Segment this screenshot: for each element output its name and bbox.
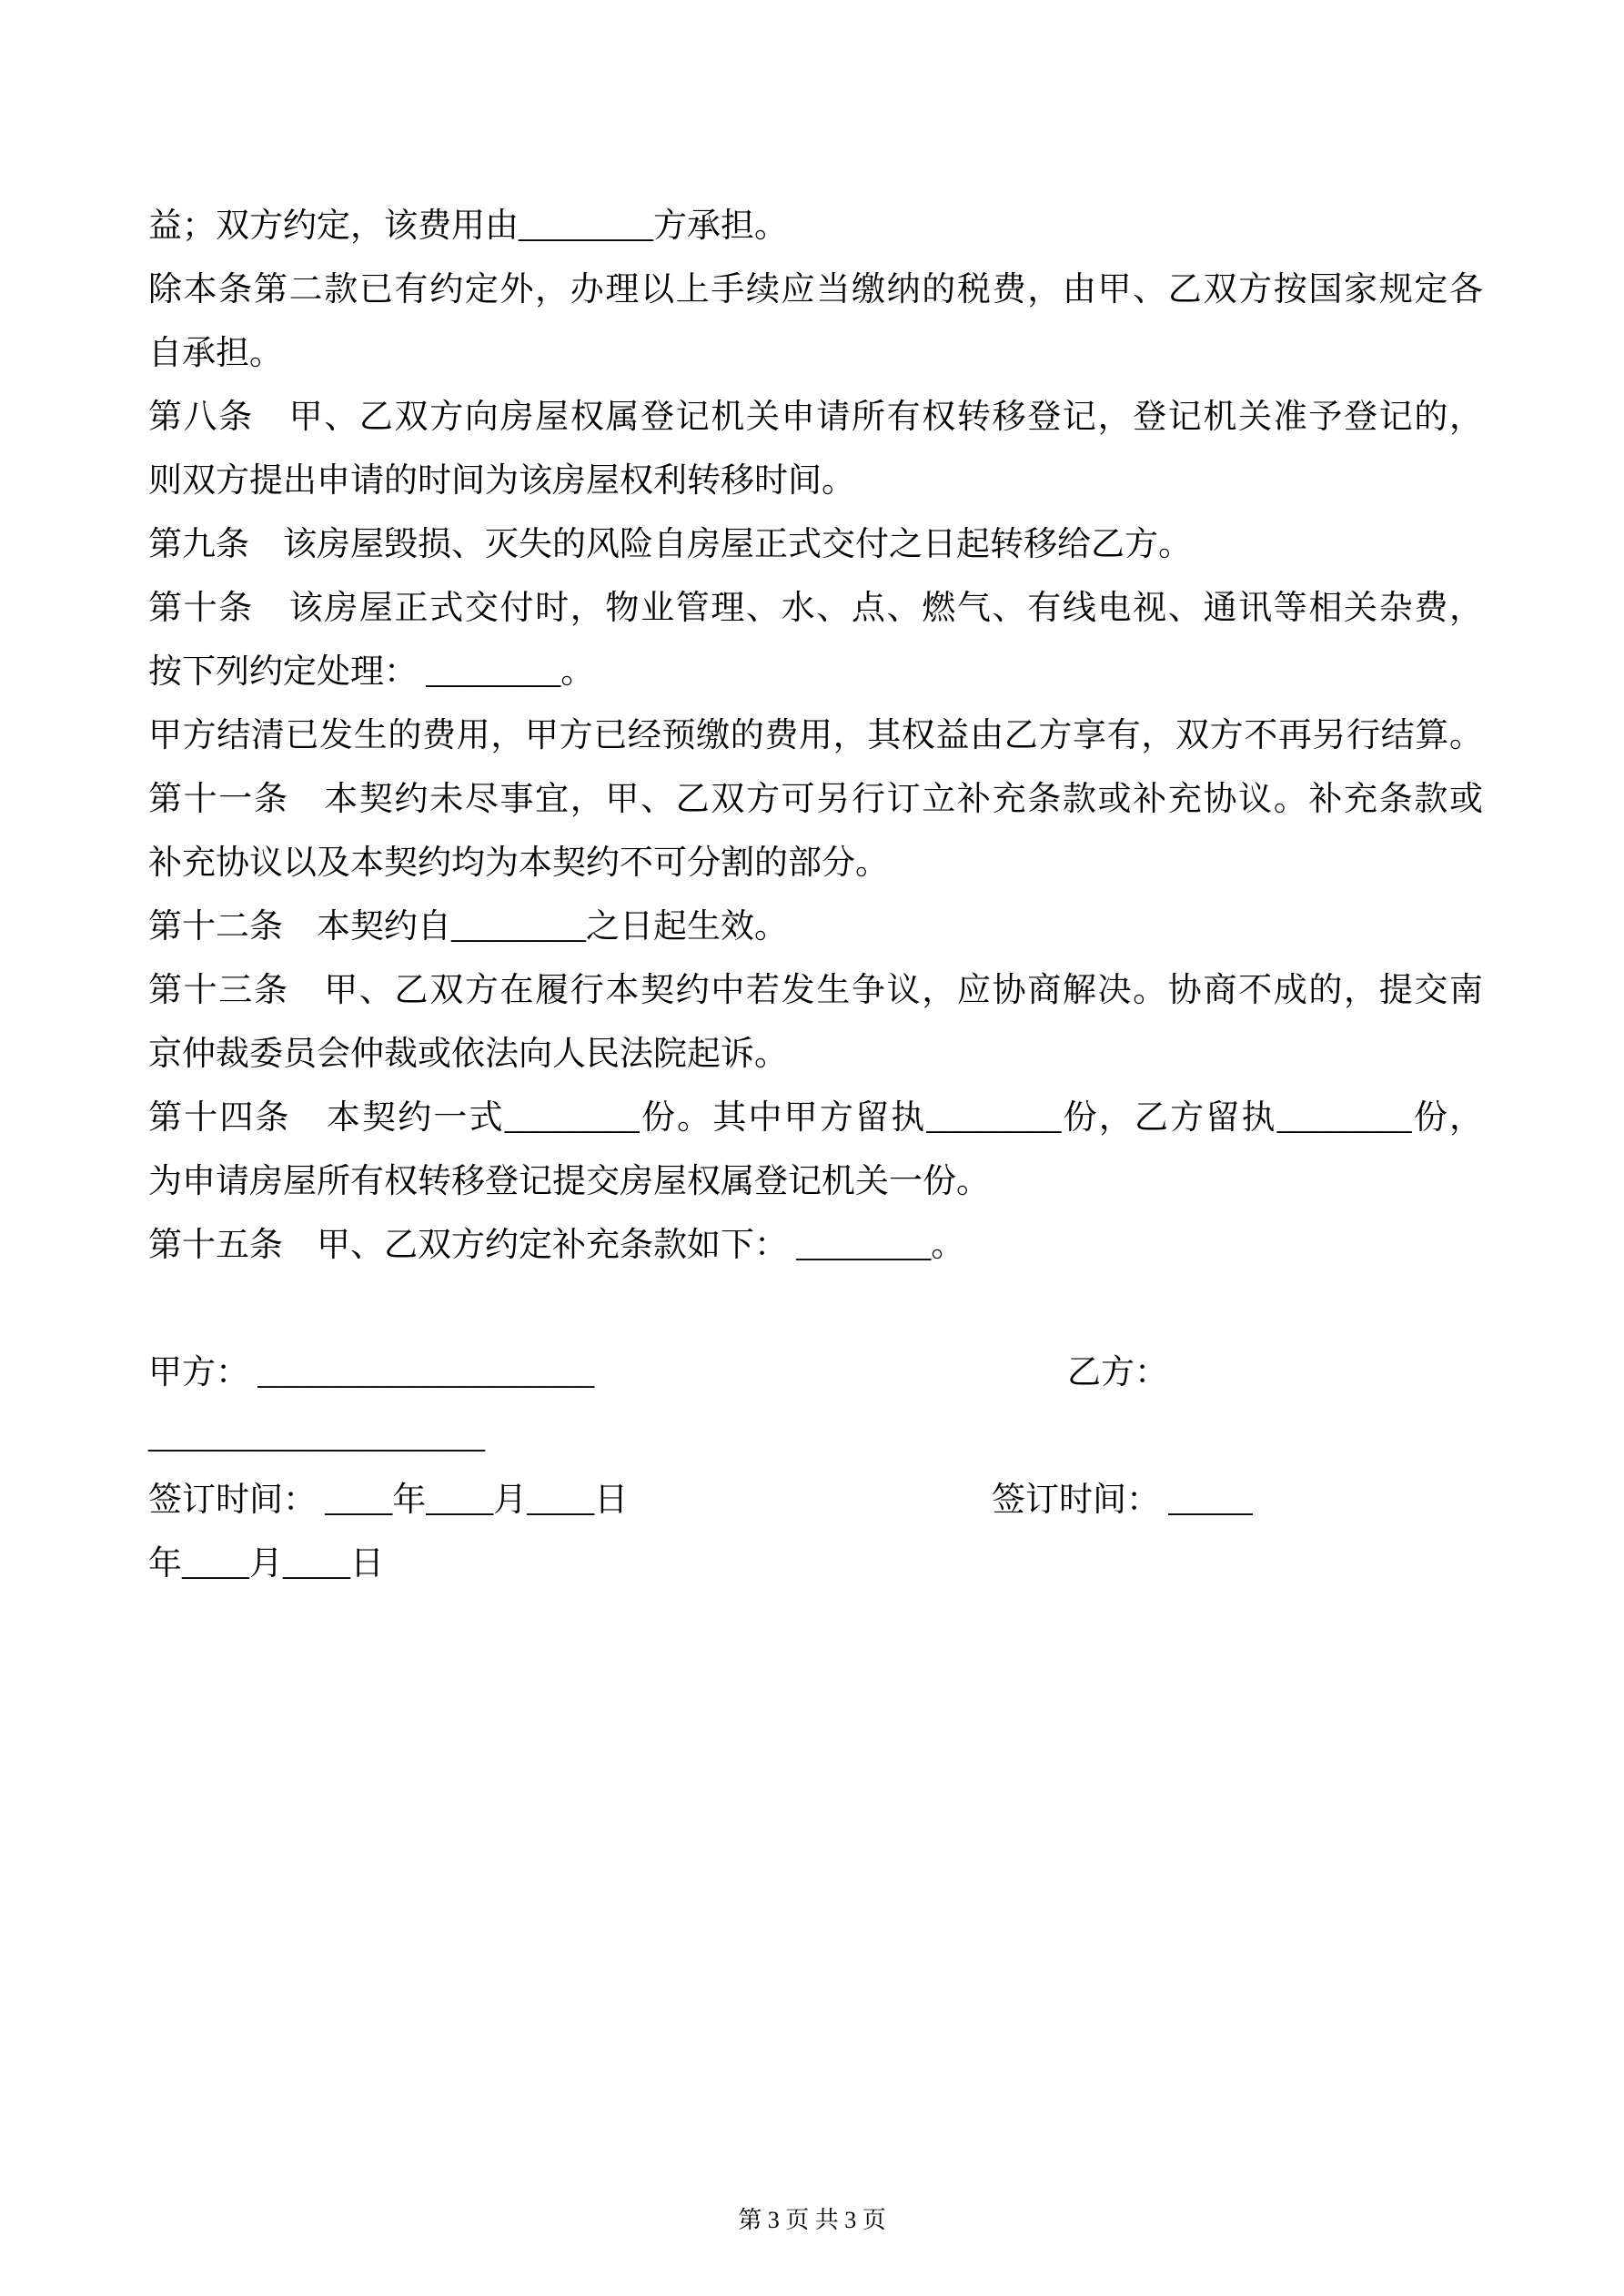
signature-row-parties xyxy=(148,1341,1483,1405)
contract-line: 补充协议以及本契约均为本契约不可分割的部分。 xyxy=(148,845,889,882)
contract-line: 益；双方约定，该费用由________方承担。 xyxy=(148,207,788,245)
signature-row-party-b-line xyxy=(148,1405,1483,1469)
sign-date-party-a: 签订时间： ____年____月____日 xyxy=(148,1482,629,1519)
sign-date-party-b-continued: 年____月____日 xyxy=(148,1545,384,1583)
contract-line: 自承担。 xyxy=(148,335,283,372)
contract-line-article-15: 第十五条 甲、乙双方约定补充条款如下： ________。 xyxy=(148,1227,965,1264)
party-b-signature-line: ____________________ xyxy=(148,1418,485,1455)
sign-date-party-b: 签订时间： _____ xyxy=(992,1482,1253,1519)
contract-line-article-9: 第九条 该房屋毁损、灭失的风险自房屋正式交付之日起转移给乙方。 xyxy=(148,526,1192,563)
signature-block xyxy=(148,1341,1483,1596)
contract-line-article-14: 第十四条 本契约一式________份。其中甲方留执________份，乙方留执________份， xyxy=(148,1099,1483,1137)
contract-line: 按下列约定处理： ________。 xyxy=(148,653,595,691)
signature-row-dates xyxy=(148,1469,1483,1532)
contract-line-article-8: 第八条 甲、乙双方向房屋权属登记机关申请所有权转移登记，登记机关准予登记的， xyxy=(148,399,1483,436)
signature-row-date-b-wrap xyxy=(148,1532,1483,1596)
contract-line: 甲方结清已发生的费用，甲方已经预缴的费用，其权益由乙方享有，双方不再另行结算。 xyxy=(148,717,1483,754)
contract-line-article-13: 第十三条 甲、乙双方在履行本契约中若发生争议，应协商解决。协商不成的，提交南 xyxy=(148,972,1483,1009)
contract-line: 则双方提出申请的时间为该房屋权利转移时间。 xyxy=(148,462,855,500)
contract-line-article-11: 第十一条 本契约未尽事宜，甲、乙双方可另行订立补充条款或补充协议。补充条款或 xyxy=(148,781,1483,818)
page-number: 第 3 页 共 3 页 xyxy=(738,2207,886,2233)
contract-line: 为申请房屋所有权转移登记提交房屋权属登记机关一份。 xyxy=(148,1163,990,1200)
contract-body xyxy=(148,195,1483,1596)
party-a-signature: 甲方： ____________________ xyxy=(148,1354,595,1391)
party-b-label: 乙方： xyxy=(1067,1354,1168,1391)
contract-line-article-10: 第十条 该房屋正式交付时，物业管理、水、点、燃气、有线电视、通讯等相关杂费， xyxy=(148,590,1483,627)
contract-line: 京仲裁委员会仲裁或依法向人民法院起诉。 xyxy=(148,1036,788,1073)
contract-line: 除本条第二款已有约定外，办理以上手续应当缴纳的税费，由甲、乙双方按国家规定各 xyxy=(148,271,1483,308)
contract-line-article-12: 第十二条 本契约自________之日起生效。 xyxy=(148,908,788,946)
